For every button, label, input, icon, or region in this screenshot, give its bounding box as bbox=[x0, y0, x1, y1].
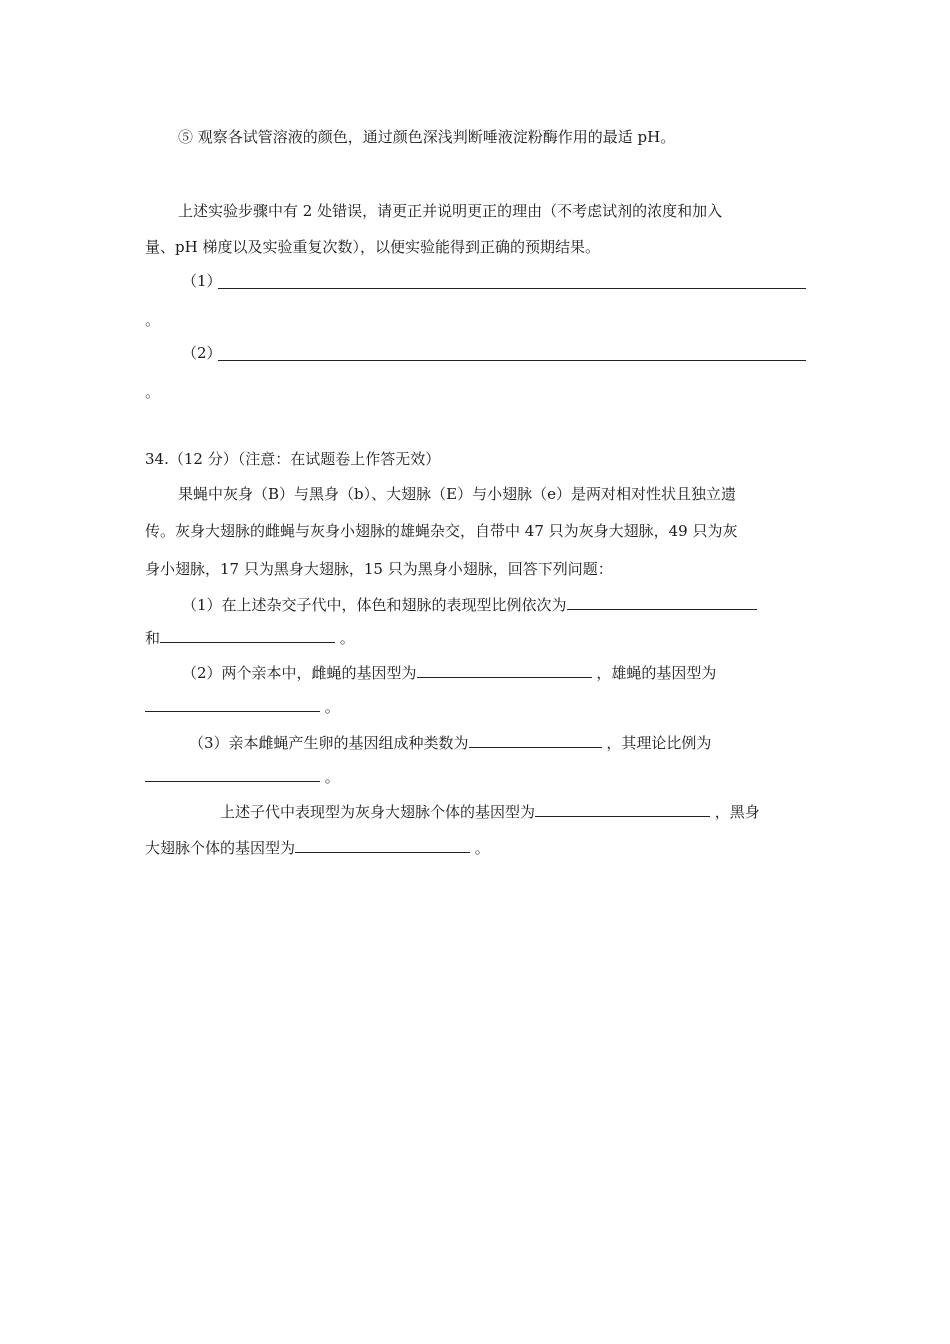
part-3-blank-egg-types[interactable] bbox=[469, 732, 602, 748]
part-4-blank-gray-large[interactable] bbox=[535, 801, 710, 817]
question-34-header: 34.（12 分）（注意：在试题卷上作答无效） bbox=[145, 450, 441, 468]
part-1-blank-vein-ratio[interactable] bbox=[160, 627, 335, 643]
part-1-blank-body-ratio[interactable] bbox=[567, 594, 757, 610]
answer-1-period: 。 bbox=[145, 311, 161, 329]
part-1-and: 和 bbox=[145, 629, 161, 647]
part-2-prompt: （2）两个亲本中，雌蝇的基因型为 bbox=[182, 664, 417, 682]
part-4-period: 。 bbox=[470, 839, 490, 857]
step-5-text: ⑤ 观察各试管溶液的颜色，通过颜色深浅判断唾液淀粉酶作用的最适 pH。 bbox=[178, 128, 676, 146]
part-3-period: 。 bbox=[320, 768, 340, 786]
part-3-blank-ratio[interactable] bbox=[145, 766, 320, 782]
part-3-mid: ，其理论比例为 bbox=[601, 734, 712, 752]
answer-2-period: 。 bbox=[145, 383, 161, 401]
part-3-line-b bbox=[145, 766, 340, 787]
part-2-blank-male-genotype[interactable] bbox=[145, 696, 320, 712]
answer-1-blank[interactable] bbox=[218, 288, 806, 289]
part-4-mid: ，黑身 bbox=[710, 803, 760, 821]
intro-line-1: 上述实验步骤中有 2 处错误，请更正并说明更正的理由（不考虑试剂的浓度和加入 bbox=[178, 202, 723, 220]
part-1-line-a bbox=[182, 594, 757, 615]
part-1-period: 。 bbox=[335, 629, 355, 647]
answer-2-blank[interactable] bbox=[218, 360, 806, 361]
part-3-prompt: （3）亲本雌蝇产生卵的基因组成种类数为 bbox=[189, 734, 469, 752]
part-4-prompt: 上述子代中表现型为灰身大翅脉个体的基因型为 bbox=[220, 803, 536, 821]
part-1-prompt: （1）在上述杂交子代中，体色和翅脉的表现型比例依次为 bbox=[182, 596, 567, 614]
part-2-mid: ，雄蝇的基因型为 bbox=[591, 664, 717, 682]
part-1-line-b bbox=[145, 627, 355, 648]
part-2-period: 。 bbox=[320, 698, 340, 716]
question-34-stem-1: 果蝇中灰身（B）与黑身（b）、大翅脉（E）与小翅脉（e）是两对相对性状且独立遗 bbox=[178, 485, 736, 503]
answer-2-label: （2） bbox=[182, 344, 222, 362]
question-34-stem-3: 身小翅脉，17 只为黑身大翅脉，15 只为黑身小翅脉，回答下列问题： bbox=[145, 560, 613, 578]
part-4-blank-black-large[interactable] bbox=[295, 837, 470, 853]
part-2-line-a bbox=[182, 662, 716, 683]
part-4-line-b bbox=[145, 837, 490, 858]
intro-line-2: 量、pH 梯度以及实验重复次数），以便实验能得到正确的预期结果。 bbox=[145, 238, 600, 256]
part-3-line-a bbox=[189, 732, 711, 753]
answer-1-label: （1） bbox=[182, 272, 222, 290]
part-2-blank-female-genotype[interactable] bbox=[417, 662, 592, 678]
part-2-line-b bbox=[145, 696, 340, 717]
question-34-stem-2: 传。灰身大翅脉的雌蝇与灰身小翅脉的雄蝇杂交，自带中 47 只为灰身大翅脉，49 只为灰 bbox=[145, 522, 738, 540]
part-4-line-a bbox=[220, 801, 760, 822]
part-4-prompt-b: 大翅脉个体的基因型为 bbox=[145, 839, 296, 857]
